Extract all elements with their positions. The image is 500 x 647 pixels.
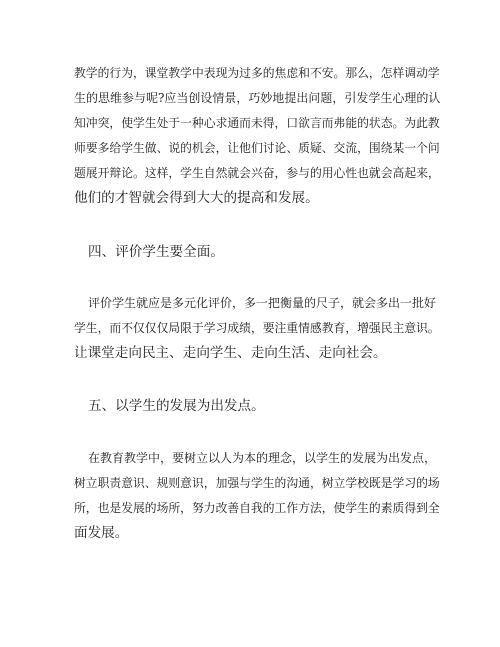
- paragraph-line: 让课堂走向民主、走向学生、走向生活、走向社会。: [74, 345, 387, 361]
- paragraph-line: 师要多给学生做、说的机会，让他们讨论、质疑、交流，围绕某一个问: [74, 141, 440, 155]
- paragraph-line: 生的思维参与呢?应当创设情景，巧妙地提出问题，引发学生心理的认: [74, 91, 441, 105]
- paragraph-line: 面发展。: [74, 525, 129, 541]
- section-heading-5: 五、以学生的发展为出发点。: [88, 398, 265, 414]
- paragraph-line: 教学的行为，课堂教学中表现为过多的焦虑和不安。那么，怎样调动学: [74, 66, 440, 80]
- paragraph-line: 知冲突，使学生处于一种心求通而未得，口欲言而弗能的状态。为此教: [74, 116, 440, 130]
- paragraph-line: 树立职责意识、规则意识，加强与学生的沟通，树立学校既是学习的场: [74, 476, 440, 490]
- section-heading-4: 四、评价学生要全面。: [88, 244, 224, 260]
- paragraph-line: 评价学生就应是多元化评价，多一把衡量的尺子，就会多出一批好: [88, 296, 437, 310]
- paragraph-line: 他们的才智就会得到大大的提高和发展。: [74, 190, 319, 206]
- paragraph-line: 题展开辩论。这样，学生自然就会兴奋，参与的用心性也就会高起来，: [74, 166, 440, 180]
- paragraph-line: 所，也是发展的场所，努力改善自我的工作方法，使学生的素质得到全: [74, 501, 440, 515]
- paragraph-line: 学生，而不仅仅仅局限于学习成绩，要注重情感教育，增强民主意识。: [74, 321, 440, 335]
- paragraph-line: 在教育教学中，要树立以人为本的理念，以学生的发展为出发点，: [88, 451, 437, 465]
